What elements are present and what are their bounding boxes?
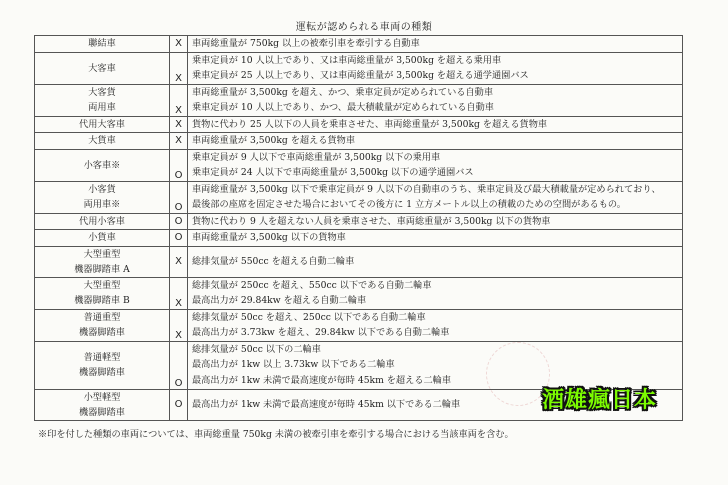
description-line: 総排気量が 50cc を超え、250cc 以下である自動二輪車 (192, 311, 426, 323)
category-line: 大客貨 (88, 87, 116, 98)
table-row (35, 246, 683, 277)
description-line: 乗車定員が 24 人以下で車両総重量が 3,500kg 以下の通学通園バス (192, 167, 474, 178)
category-line: 機器脚踏車 A (74, 263, 130, 275)
vehicle-description (188, 309, 683, 341)
vehicle-category (35, 213, 170, 230)
description-line: 最高出力が 1kw 未満で最高速度が毎時 45km を超える二輪車 (192, 374, 452, 386)
permission-mark: X (170, 309, 188, 341)
vehicle-description (188, 277, 683, 309)
description-line: 総排気量が 50cc 以下の二輪車 (192, 343, 321, 355)
description-line: 総排気量が 550cc を超える自動二輪車 (192, 255, 355, 267)
permission-mark: O (170, 341, 188, 389)
category-line: 大型重型 (83, 280, 121, 291)
vehicle-category (35, 84, 170, 116)
vehicle-description (188, 84, 683, 116)
vehicle-category (35, 389, 170, 420)
description-line: 乗車定員が 25 人以上であり、又は車両総重量が 3,500kg を超える通学通園バス (192, 70, 529, 81)
footnote: ※印を付した種類の車両については、車両総重量 750kg 未満の被牽引車を牽引する場合における当該車両を含む。 (38, 429, 514, 440)
table-row (35, 149, 683, 181)
permission-mark: O (170, 213, 188, 230)
table-row (35, 181, 683, 213)
vehicle-category (35, 277, 170, 309)
category-line: 小客車※ (83, 159, 121, 171)
vehicle-category (35, 181, 170, 213)
description-line: 最高出力が 3.73kw を超え、29.84kw 以下である自動二輪車 (192, 327, 450, 338)
description-line: 貨物に代わり 25 人以下の人員を乗車させた、車両総重量が 3,500kg を超える貨物車 (192, 118, 548, 130)
table-row (35, 116, 683, 133)
vehicle-description (188, 246, 683, 277)
category-line: 小客貨 (88, 184, 116, 195)
description-line: 総排気量が 250cc を超え、550cc 以下である自動二輪車 (192, 279, 432, 291)
description-line: 乗車定員が 10 人以上であり、かつ、最大積載量が定められている自動車 (192, 102, 494, 113)
faint-seal-mark (486, 342, 550, 406)
permission-mark: X (170, 52, 188, 84)
permission-mark: X (170, 133, 188, 150)
category-line: 小型軽型 (83, 391, 121, 403)
table-row (35, 230, 683, 247)
page-title: 運転が認められる車両の種類 (295, 22, 433, 33)
table-row (35, 133, 683, 150)
category-line: 機器脚踏車 B (74, 295, 130, 306)
vehicle-category (35, 341, 170, 389)
vehicle-description (188, 230, 683, 247)
permission-mark: X (170, 84, 188, 116)
description-line: 最高出力が 1kw 以上 3.73kw 以下である二輪車 (192, 359, 395, 371)
category-line: 聯結車 (88, 38, 116, 50)
description-line: 車両総重量が 3,500kg 以下で乗車定員が 9 人以下の自動車のうち、乗車定員及び最大積載量が定められており、 (192, 183, 661, 195)
permission-mark: X (170, 116, 188, 133)
description-line: 貨物に代わり 9 人を超えない人員を乗車させた、車両総重量が 3,500kg 以下の貨物車 (192, 215, 551, 227)
description-line: 最後部の座席を固定させた場合においてその後方に 1 立方メートル以上の積載のための空間があるもの。 (192, 199, 626, 210)
description-line: 車両総重量が 3,500kg を超え、かつ、乗車定員が定められている自動車 (192, 86, 494, 98)
vehicle-category (35, 52, 170, 84)
table-row (35, 84, 683, 116)
vehicle-description (188, 52, 683, 84)
permission-mark: X (170, 277, 188, 309)
vehicle-description (188, 181, 683, 213)
description-line: 最高出力が 1kw 未満で最高速度が毎時 45km 以下である二輪車 (192, 398, 461, 410)
category-line: 代用大客車 (79, 118, 125, 130)
permission-mark: O (170, 149, 188, 181)
vehicle-description (188, 36, 683, 53)
category-line: 両用車 (88, 102, 116, 113)
vehicle-description (188, 341, 683, 389)
category-line: 普通重型 (83, 312, 121, 323)
vehicle-category (35, 246, 170, 277)
vehicle-description (188, 213, 683, 230)
category-line: 大型重型 (83, 248, 121, 260)
description-line: 車両総重量が 3,500kg を超える貨物車 (192, 135, 356, 146)
description-line: 乗車定員が 9 人以下で車両総重量が 3,500kg 以下の乗用車 (192, 151, 441, 163)
table-row (35, 309, 683, 341)
permission-mark: O (170, 389, 188, 420)
description-line: 乗車定員が 10 人以上であり、又は車両総重量が 3,500kg を超える乗用車 (192, 54, 502, 66)
vehicle-description (188, 133, 683, 150)
table-row (35, 341, 683, 389)
vehicle-types-table (34, 35, 683, 421)
category-line: 大貨車 (88, 135, 116, 147)
category-line: 代用小客車 (79, 215, 125, 227)
permission-mark: O (170, 230, 188, 247)
permission-mark: O (170, 181, 188, 213)
description-line: 車両総重量が 3,500kg 以下の貨物車 (192, 232, 346, 243)
table-row (35, 52, 683, 84)
category-line: 機器脚踏車 (79, 367, 125, 378)
table-row (35, 277, 683, 309)
vehicle-category (35, 149, 170, 181)
vehicle-category (35, 309, 170, 341)
category-line: 機器脚踏車 (79, 327, 125, 338)
watermark-logo: 酒雄瘋日本 (542, 388, 658, 413)
vehicle-description (188, 116, 683, 133)
category-line: 両用車※ (83, 199, 121, 210)
description-line: 最高出力が 29.84kw を超える自動二輪車 (192, 295, 367, 306)
vehicle-category (35, 133, 170, 150)
vehicle-category (35, 230, 170, 247)
category-line: 普通軽型 (83, 352, 121, 363)
permission-mark: X (170, 246, 188, 277)
description-line: 車両総重量が 750kg 以上の被牽引車を牽引する自動車 (192, 38, 420, 49)
vehicle-description (188, 149, 683, 181)
vehicle-category (35, 116, 170, 133)
category-line: 大客車 (88, 62, 116, 74)
category-line: 小貨車 (88, 232, 116, 244)
category-line: 機器脚踏車 (79, 406, 125, 418)
permission-mark: X (170, 36, 188, 53)
vehicle-category (35, 36, 170, 53)
table-row (35, 213, 683, 230)
table-row (35, 36, 683, 53)
